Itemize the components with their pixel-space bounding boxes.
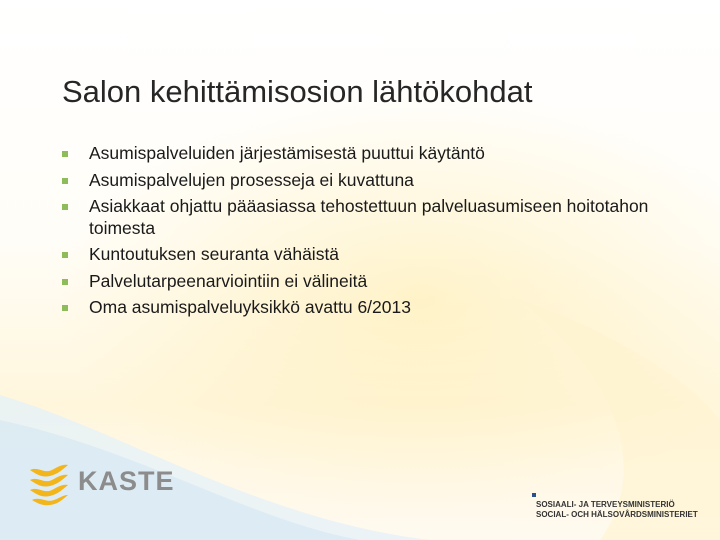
square-bullet-icon xyxy=(62,252,68,258)
ministry-logo-mark-icon xyxy=(532,493,536,497)
square-bullet-icon xyxy=(62,204,68,210)
square-bullet-icon xyxy=(62,279,68,285)
square-bullet-icon xyxy=(62,151,68,157)
list-item: Oma asumispalveluyksikkö avattu 6/2013 xyxy=(62,297,682,319)
list-item: Asumispalvelujen prosesseja ei kuvattuna xyxy=(62,170,682,192)
list-item: Palvelutarpeenarviointiin ei välineitä xyxy=(62,271,682,293)
kaste-logo-icon xyxy=(28,462,72,508)
list-item: Kuntoutuksen seuranta vähäistä xyxy=(62,244,682,266)
kaste-logo-text: KASTE xyxy=(78,466,175,496)
ministry-logo: SOSIAALI- JA TERVEYSMINISTERIÖ SOCIAL- OCH HÄLSOVÅRDSMINISTERIET xyxy=(536,500,698,519)
page-title: Salon kehittämisosion lähtökohdat xyxy=(62,74,533,109)
list-item: Asiakkaat ohjattu pääasiassa tehostettuun palveluasumiseen hoitotahon toimesta xyxy=(62,196,682,239)
square-bullet-icon xyxy=(62,305,68,311)
list-item: Asumispalveluiden järjestämisestä puuttui käytäntö xyxy=(62,143,682,165)
bullet-list xyxy=(62,143,682,324)
square-bullet-icon xyxy=(62,178,68,184)
